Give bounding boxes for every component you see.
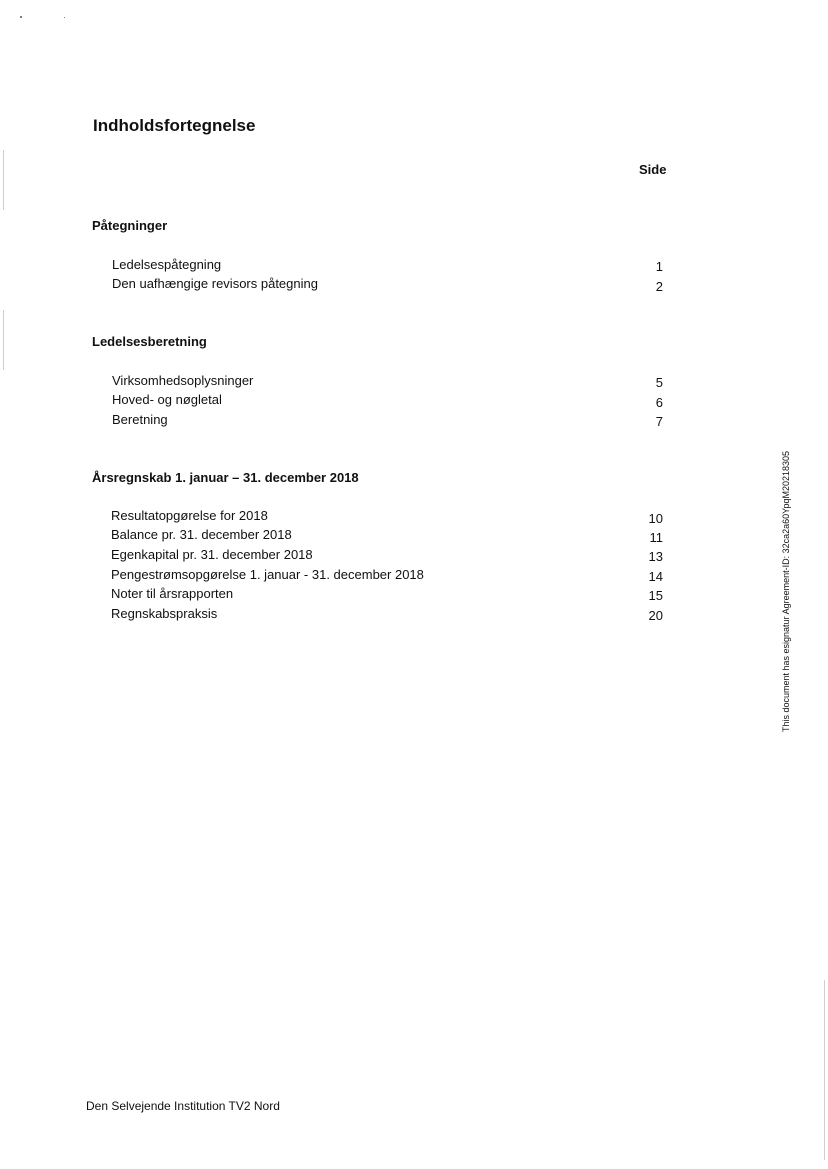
- toc-entry-label: Regnskabspraksis: [111, 606, 218, 621]
- page-column-header: Side: [639, 162, 667, 177]
- toc-entry-label: Ledelsespåtegning: [112, 257, 222, 272]
- toc-entry-page: 11: [649, 530, 663, 545]
- toc-entry-page: 6: [655, 395, 663, 410]
- toc-entry-label: Beretning: [112, 412, 168, 427]
- toc-entry-label: Pengestrømsopgørelse 1. januar - 31. december 2018: [111, 567, 424, 582]
- toc-entry-page: 14: [648, 569, 663, 584]
- toc-entry-label: Den uafhængige revisors påtegning: [112, 276, 318, 291]
- toc-entry-label: Resultatopgørelse for 2018: [111, 508, 268, 523]
- scan-edge-line: [3, 310, 4, 370]
- page-footer: Den Selvejende Institution TV2 Nord: [86, 1099, 280, 1113]
- toc-entry-label: Virksomhedsoplysninger: [112, 373, 254, 388]
- section-heading: Ledelsesberetning: [92, 334, 207, 349]
- toc-entry-label: Noter til årsrapporten: [111, 586, 234, 601]
- toc-entry-page: 20: [648, 608, 663, 623]
- section-heading: Påtegninger: [92, 218, 168, 233]
- scan-speck: [20, 16, 22, 18]
- esignature-note: This document has esignatur Agreement-ID: 32ca2a60YpqM20218305: [781, 450, 791, 732]
- scan-speck: [64, 17, 65, 18]
- toc-entry-label: Hoved- og nøgletal: [112, 392, 222, 407]
- scan-edge-line: [3, 150, 4, 210]
- toc-entry-page: 1: [655, 259, 663, 274]
- toc-entry-label: Balance pr. 31. december 2018: [111, 527, 292, 542]
- toc-entry-page: 15: [648, 588, 663, 603]
- scan-edge-line: [824, 980, 825, 1160]
- toc-entry-page: 13: [648, 549, 663, 564]
- section-heading: Årsregnskab 1. januar – 31. december 2018: [92, 470, 359, 485]
- toc-entry-label: Egenkapital pr. 31. december 2018: [111, 547, 313, 562]
- toc-entry-page: 7: [655, 414, 663, 429]
- toc-entry-page: 5: [655, 375, 663, 390]
- toc-entry-page: 10: [648, 511, 663, 526]
- toc-entry-page: 2: [655, 279, 663, 294]
- page-title: Indholdsfortegnelse: [93, 116, 256, 135]
